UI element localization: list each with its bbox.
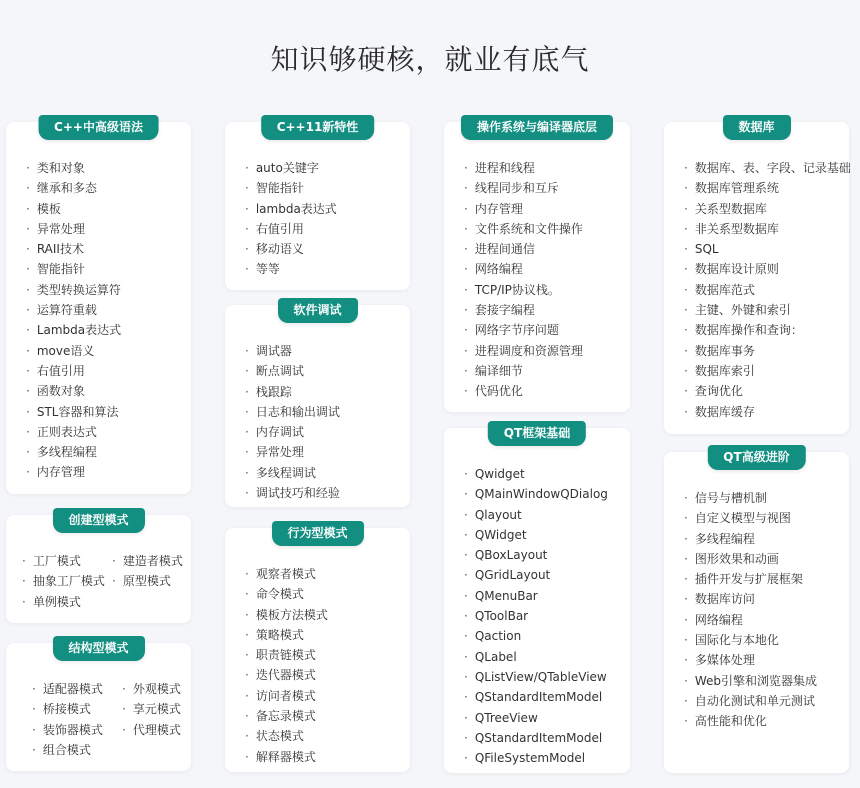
list-item: · 移动语义 bbox=[245, 239, 337, 259]
list-item: · QStandardItemModel bbox=[464, 687, 608, 707]
list-item: · 等等 bbox=[245, 259, 337, 279]
list-item: · 网络编程 bbox=[464, 259, 583, 279]
card-title: QT框架基础 bbox=[488, 421, 586, 446]
list-item: · 适配器模式 bbox=[32, 679, 120, 699]
list-item: · 继承和多态 bbox=[26, 178, 121, 198]
topic-list bbox=[26, 158, 121, 483]
card-title: QT高级进阶 bbox=[707, 445, 805, 470]
list-item: · QFileSystemModel bbox=[464, 748, 608, 768]
topic-list bbox=[684, 488, 817, 732]
list-item: · 查询优化 bbox=[684, 381, 851, 401]
list-item: · QLabel bbox=[464, 647, 608, 667]
card-creational bbox=[6, 515, 191, 623]
list-item: · 自定义模型与视图 bbox=[684, 508, 817, 528]
card-qt-advanced bbox=[664, 452, 849, 773]
list-item: · 数据库管理系统 bbox=[684, 178, 851, 198]
list-item: · 策略模式 bbox=[245, 625, 328, 645]
list-item: · QMainWindowQDialog bbox=[464, 484, 608, 504]
list-item: · 进程调度和资源管理 bbox=[464, 341, 583, 361]
topic-list bbox=[464, 464, 608, 768]
list-item: · 非关系型数据库 bbox=[684, 219, 851, 239]
topic-list bbox=[464, 158, 583, 402]
list-item: · 命令模式 bbox=[245, 584, 328, 604]
topic-list bbox=[245, 341, 340, 503]
list-item: · 桥接模式 bbox=[32, 699, 120, 719]
list-item: · 进程间通信 bbox=[464, 239, 583, 259]
list-item: · 多线程调试 bbox=[245, 463, 340, 483]
list-item: · 外观模式 bbox=[122, 679, 210, 699]
list-item: · 多媒体处理 bbox=[684, 650, 817, 670]
list-item: · 职责链模式 bbox=[245, 645, 328, 665]
list-item: · 异常处理 bbox=[26, 219, 121, 239]
list-item: · 信号与槽机制 bbox=[684, 488, 817, 508]
list-item: · 数据库操作和查询： bbox=[684, 320, 851, 340]
list-item: · QToolBar bbox=[464, 606, 608, 626]
list-item: · 状态模式 bbox=[245, 726, 328, 746]
card-title: 数据库 bbox=[722, 115, 790, 140]
list-item: · 访问者模式 bbox=[245, 686, 328, 706]
list-item: · Web引擎和浏览器集成 bbox=[684, 671, 817, 691]
list-item: · 进程和线程 bbox=[464, 158, 583, 178]
card-os-compiler bbox=[444, 122, 630, 412]
list-item: · 内存管理 bbox=[26, 462, 121, 482]
page-title: 知识够硬核，就业有底气 bbox=[270, 43, 590, 76]
list-item: · 图形效果和动画 bbox=[684, 549, 817, 569]
topic-list bbox=[245, 158, 337, 280]
list-item: · 类和对象 bbox=[26, 158, 121, 178]
list-item: · QWidget bbox=[464, 525, 608, 545]
list-item: · QBoxLayout bbox=[464, 545, 608, 565]
list-item: · 多线程编程 bbox=[26, 442, 121, 462]
list-item: · 断点调试 bbox=[245, 361, 340, 381]
list-item: · 组合模式 bbox=[32, 740, 120, 760]
list-item: · Lambda表达式 bbox=[26, 320, 121, 340]
card-title: 结构型模式 bbox=[52, 636, 144, 661]
card-title: 软件调试 bbox=[277, 298, 357, 323]
list-item: · 备忘录模式 bbox=[245, 706, 328, 726]
card-title: 行为型模式 bbox=[271, 521, 363, 546]
list-item: · move语义 bbox=[26, 341, 121, 361]
list-item: · 类型转换运算符 bbox=[26, 280, 121, 300]
list-item: · 数据库范式 bbox=[684, 280, 851, 300]
card-structural bbox=[6, 643, 191, 771]
topic-grid bbox=[22, 551, 200, 612]
list-item: · 主键、外键和索引 bbox=[684, 300, 851, 320]
list-item: · 多线程编程 bbox=[684, 529, 817, 549]
list-item: · QTreeView bbox=[464, 708, 608, 728]
list-item: · 建造者模式 bbox=[112, 551, 200, 571]
card-cpp11 bbox=[225, 122, 410, 290]
list-item: · QGridLayout bbox=[464, 565, 608, 585]
list-item: · 解释器模式 bbox=[245, 747, 328, 767]
card-qt-basic bbox=[444, 428, 630, 773]
card-debug bbox=[225, 305, 410, 507]
card-title: 创建型模式 bbox=[52, 508, 144, 533]
list-item: · 迭代器模式 bbox=[245, 665, 328, 685]
list-item: · Qwidget bbox=[464, 464, 608, 484]
list-item: · 数据库访问 bbox=[684, 589, 817, 609]
list-item: · 数据库缓存 bbox=[684, 402, 851, 422]
list-item: · Qlayout bbox=[464, 505, 608, 525]
list-item: · 内存管理 bbox=[464, 199, 583, 219]
list-item: · 高性能和优化 bbox=[684, 711, 817, 731]
list-item: · 国际化与本地化 bbox=[684, 630, 817, 650]
list-item: · 网络编程 bbox=[684, 610, 817, 630]
card-behavioral bbox=[225, 528, 410, 772]
list-item: · 日志和输出调试 bbox=[245, 402, 340, 422]
list-item: · 套接字编程 bbox=[464, 300, 583, 320]
topic-list bbox=[245, 564, 328, 767]
topic-grid bbox=[32, 679, 210, 760]
list-item: · 代码优化 bbox=[464, 381, 583, 401]
list-item: · 工厂模式 bbox=[22, 551, 110, 571]
list-item: · QMenuBar bbox=[464, 586, 608, 606]
list-item: · 文件系统和文件操作 bbox=[464, 219, 583, 239]
list-item: · 装饰器模式 bbox=[32, 720, 120, 740]
list-item: · 函数对象 bbox=[26, 381, 121, 401]
list-item: · 观察者模式 bbox=[245, 564, 328, 584]
list-item: · auto关键字 bbox=[245, 158, 337, 178]
list-item: · 智能指针 bbox=[26, 259, 121, 279]
list-item: · 模板 bbox=[26, 199, 121, 219]
list-item: · STL容器和算法 bbox=[26, 402, 121, 422]
list-item: · RAII技术 bbox=[26, 239, 121, 259]
list-item: · 栈跟踪 bbox=[245, 382, 340, 402]
list-item: · lambda表达式 bbox=[245, 199, 337, 219]
list-item: · 自动化测试和单元测试 bbox=[684, 691, 817, 711]
list-item: · 智能指针 bbox=[245, 178, 337, 198]
list-item: · TCP/IP协议栈。 bbox=[464, 280, 583, 300]
list-item: · 享元模式 bbox=[122, 699, 210, 719]
list-item: · 数据库、表、字段、记录基础 bbox=[684, 158, 851, 178]
card-database bbox=[664, 122, 849, 434]
list-item: · 数据库索引 bbox=[684, 361, 851, 381]
list-item: · 内存调试 bbox=[245, 422, 340, 442]
card-title: C++11新特性 bbox=[261, 115, 375, 140]
list-item: · 插件开发与扩展框架 bbox=[684, 569, 817, 589]
list-item: · 右值引用 bbox=[245, 219, 337, 239]
list-item: · 运算符重载 bbox=[26, 300, 121, 320]
card-cpp-advanced bbox=[6, 122, 191, 494]
list-item: · 调试器 bbox=[245, 341, 340, 361]
topic-list bbox=[684, 158, 851, 422]
list-item: · 右值引用 bbox=[26, 361, 121, 381]
list-item: · 数据库事务 bbox=[684, 341, 851, 361]
list-item: · QListView/QTableView bbox=[464, 667, 608, 687]
list-item: · 单例模式 bbox=[22, 592, 110, 612]
card-title: C++中高级语法 bbox=[38, 115, 159, 140]
list-item: · 调试技巧和经验 bbox=[245, 483, 340, 503]
list-item: · 异常处理 bbox=[245, 442, 340, 462]
list-item: · Qaction bbox=[464, 626, 608, 646]
list-item: · 模板方法模式 bbox=[245, 605, 328, 625]
list-item: · 代理模式 bbox=[122, 720, 210, 740]
list-item: · 网络字节序问题 bbox=[464, 320, 583, 340]
list-item: · QStandardItemModel bbox=[464, 728, 608, 748]
list-item: · 正则表达式 bbox=[26, 422, 121, 442]
list-item: · 原型模式 bbox=[112, 571, 200, 591]
list-item: · 关系型数据库 bbox=[684, 199, 851, 219]
list-item: · 线程同步和互斥 bbox=[464, 178, 583, 198]
list-item: · 编译细节 bbox=[464, 361, 583, 381]
list-item: · 抽象工厂模式 bbox=[22, 571, 110, 591]
list-item: · 数据库设计原则 bbox=[684, 259, 851, 279]
card-title: 操作系统与编译器底层 bbox=[461, 115, 613, 140]
list-item: · SQL bbox=[684, 239, 851, 259]
